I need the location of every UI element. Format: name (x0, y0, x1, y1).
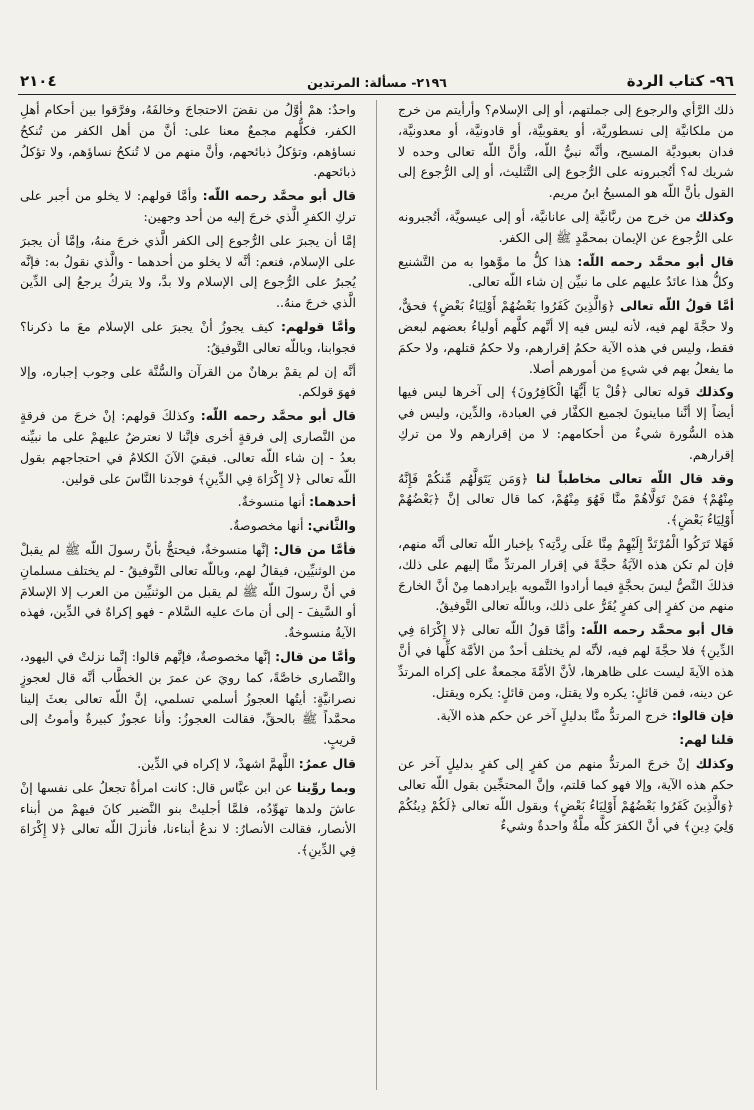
paragraph: وقد قال اللّه تعالى مخاطباً لنا ﴿وَمَن يَتَوَلَّهُم مِّنكُمْ فَإِنَّهُ مِنْهُمْ﴾ فمَنْ تَوَلَّاهُمْ منَّا فَهُوَ مِنْهُمْ، كما قال تعالى إنَّ ﴿بَعْضُهُمْ أَوْلِيَاءُ بَعْضٍ﴾. (398, 470, 734, 528)
header-chapter: ٩٦- كتاب الردة (626, 72, 734, 90)
paragraph-lead: وبما روِّينا (296, 779, 356, 795)
page-header (20, 66, 734, 90)
paragraph-lead: قال أبو محمَّد رحمه اللّه: (580, 622, 734, 638)
left-text-column (20, 100, 356, 1090)
right-text-column (398, 100, 734, 1090)
paragraph: قال أبو محمَّد رحمه اللّه: وكذلكَ قولهم: إنْ خرجَ من فرقةٍ من النَّصارى إلى فرقةٍ أخرى فإنَّنا لا نعترضُ عليهمْ على ما نبيِّنه بعدُ - إن شاء اللّه تعالى. فبقيَ الآنَ الكلامُ في احتجاجهم بقول اللّه تعالى ﴿لا إِكْرَاهَ فِي الدِّينِ﴾ فوجدنا النَّاسَ على قولين. (20, 408, 356, 486)
paragraph-lead: قال أبو محمَّد رحمه اللّه: (577, 253, 734, 269)
paragraph: وأمَّا قولهم: كيف يجوزُ أنْ يجبرَ على الإسلام معَ ما ذكرنا؟ فجوابنا، وباللّه تعالى التَّوفيقُ: (20, 318, 356, 355)
paragraph-lead: أحدهما: (309, 494, 356, 510)
paragraph-lead: فإن قالوا: (671, 708, 734, 724)
header-rule (18, 94, 736, 95)
paragraph: قال أبو محمَّد رحمه اللّه: هذا كلُّ ما موَّهوا به من التَّشنيع وكلُّ هذا عائدٌ عليهم على ما نبيِّن إن شاء اللّه تعالى. (398, 253, 734, 290)
paragraph-lead: قلنا لهم: (679, 732, 734, 748)
paragraph: أمَّا قولُ اللّه تعالى ﴿وَالَّذِينَ كَفَرُوا بَعْضُهُمْ أَوْلِيَاءُ بَعْضٍ﴾ فحقٌّ، ولا حجَّةَ لهم فيه، لأنه ليس فيه إلا أنَّهم كلَّهم أولياءُ بعضهم لبعض فقط، وليس في هذه الآية حكمُ إقرارهم، ولا حكمُ قتلهم، ولا حكمَ ما يفعلُ بهم في شيءٍ من أمورهم أصلا. (398, 298, 734, 376)
paragraph: ذلك الرَّأي والرجوع إلى جملتهم، أو إلى الإسلام؟ وأرأيتم من خرج من ملكانيَّة إلى نسطوريَّة، أو يعقوبيَّة، أو قادونيَّة، أو معدونيَّة، فدان بعبوديَّة المسيح، وأنَّه نبيُّ اللّه، وأنَّ اللّه تعالى وحده لا شريك له؟ أتُجبرونه على الرُّجوع إلى التَّثليث، أو إلى الرُّجوع إلى القول بأنَّ اللّه هو المسيحُ ابنُ مريم. (398, 102, 734, 201)
paragraph-lead: والثَّاني: (307, 518, 356, 534)
header-section: ٢١٩٦- مسألة: المرتدين (307, 75, 447, 90)
paragraph: قال أبو محمَّد رحمه اللّه: وأمَّا قولُ اللّه تعالى ﴿لا إِكْرَاهَ فِي الدِّينِ﴾ فلا حجَّةَ لهم فيه، لأنَّه لم يختلف أحدٌ من الأمَّة كلِّها في أنَّ هذه الآيةَ ليست على ظاهرها، لأنَّ الأمَّةَ مجمعةٌ على إكراه المرتدِّ عن دينه، فمن قائلٍ: يكره ولا يقتل، ومن قائلٍ: يكره ويقتل. (398, 622, 734, 700)
paragraph: واحدٌ: همْ أوَّلُ من نقضَ الاحتجاجَ وخالفَهُ، وفرَّقوا بين أحكام أهلِ الكفر، فكلُّهم مجمعٌ معنا على: أنَّ من أهل الكفر من تُنكحُ نساؤهم، وتؤكلُ ذبائحهم، وأنَّ منهم من لا تُنكحُ نساؤهم، ولا تؤكلُ ذبائحهم. (20, 102, 356, 180)
paragraph: وأمَّا من قال: إنَّها مخصوصةٌ، فإنَّهم قالوا: إنَّما نزلتْ في اليهود، والنَّصارى خاصَّةً، كما رويَ عن عمرَ بن الخطَّاب أنَّه قال لعجوزٍ نصرانيَّةٍ: أيتُها العجوزُ أسلمي تسلمي، إنَّ اللّه تعالى بعثَ إلينا محمَّداً ﷺ بالحقِّ، فقالت العجوزُ: وأنا عجوزٌ كبيرةٌ وأموتُ إلى قريبٍ. (20, 648, 356, 748)
paragraph: قال عمرُ: اللَّهمَّ اشهدْ، لا إكراه في الدِّين. (137, 755, 356, 771)
paragraph: فأمَّا من قال: إنَّها منسوخةٌ، فيحتجُّ بأنَّ رسولَ اللّه ﷺ لم يقبلْ من الوثنيِّين، فيقالُ لهم، وباللّه تعالى التَّوفيقُ - لم يختلف مسلمانِ في أنَّ رسولَ اللّه ﷺ لم يقبل من الوثنيِّين من العرب إلا الإسلامَ أو السَّيفَ - إلى أن ماتَ عليه السَّلام - فهو إكراهٌ في الدِّين، فهذه الآيةُ منسوخةٌ. (20, 541, 356, 641)
paragraph (398, 730, 734, 751)
paragraph: والثَّاني: أنها مخصوصةٌ. (229, 518, 356, 534)
paragraph: وكذلك قوله تعالى ﴿قُلْ يَا أَيُّهَا الْكَافِرُونَ﴾ إلى آخرها ليس فيها أيضاً إلا أنَّنا مباينونَ لجميع الكفَّار في العبادة، والدِّين، وليس في هذه السُّورة شيءٌ من أحكامهم: لا من إقرارهم ولا من تركِ إقرارهم. (398, 384, 734, 462)
paragraph-lead: أمَّا قولُ اللّه تعالى (620, 298, 734, 314)
paragraph: فَهَلا تَرَكُوا الْمُرْتَدَّ إِلَيْهِمْ مِنَّا عَلَى رِدَّتِه؟ بإخبار اللّه تعالى أنَّه منهم، فإن لم تكن هذه الآيَةُ حجَّةً في إقرار المرتدِّ منَّا إليهم على ذلك، فذلكَ النَّصُّ ليسَ بحجَّةٍ فيما أرادوا التَّمويه بإيرادهما مِنْ أنَّ الخارجَ منهم من كفرٍ إلى كفرٍ يُقَرُّ على ذلك، وباللّه تعالى التَّوفيقُ. (398, 535, 734, 614)
paragraph-lead: قال أبو محمَّد رحمه اللّه: (202, 188, 356, 204)
paragraph-lead: وأمَّا من قال: (275, 648, 356, 664)
paragraph: وكذلك إنْ خرجَ المرتدُّ منهم من كفرٍ إلى كفرٍ بدليلٍ آخر عن حكم هذه الآية، وإلا فهو كما قلتم، وإنَّ المحتجِّين بقول اللّه تعالى ﴿وَالَّذِينَ كَفَرُوا بَعْضُهُمْ أَوْلِيَاءُ بَعْضٍ﴾ وبقول اللّه تعالى ﴿لَكُمْ دِينُكُمْ وَلِيَ دِينِ﴾ في أنَّ الكفرَ كلَّه ملَّةٌ واحدةٌ وشيءٌ (398, 755, 734, 834)
paragraph-lead: قال عمرُ: (298, 755, 356, 771)
paragraph: وبما روِّينا عن ابن عبَّاس قال: كانت امرأةٌ تجعلُ على نفسها إنْ عاشَ ولدها تهوِّدُه، فلمَّا أجليتْ بنو النَّضير كانَ فيهمْ من أبناء الأنصار، فقالت الأنصارُ: لا ندعُ أبناءنا، فأنزلَ اللّه تعالى ﴿لا إِكْرَاهَ فِي الدِّينِ﴾. (20, 779, 356, 858)
paragraph-lead: وأمَّا قولهم: (280, 318, 356, 334)
paragraph: وكذلك من خرج من ربَّانيَّة إلى عانانيَّة، أو إلى عيسويَّة، أتُجبرونه على الرُّجوع عن الإيمان بمحمَّدٍ ﷺ إلى الكفر. (398, 208, 734, 245)
paragraph-lead: وكذلك (695, 208, 734, 224)
paragraph-lead: وقد قال اللّه تعالى مخاطباً لنا (536, 470, 734, 486)
paragraph-lead: وكذلك (695, 755, 734, 771)
paragraph: أحدهما: أنها منسوخةٌ. (237, 494, 356, 510)
paragraph: أنَّه إن لم يقمْ برهانٌ من القرآن والسُّنَّة على وجوب إجباره، وإلا فهوَ قولكم. (20, 363, 356, 400)
paragraph: فإن قالوا: خرج المرتدُّ منَّا بدليلٍ آخر عن حكم هذه الآية. (436, 708, 734, 724)
column-divider (376, 100, 377, 1090)
paragraph-lead: وكذلك (695, 384, 734, 400)
paragraph: قال أبو محمَّد رحمه اللّه: وأمَّا قولهم: لا يخلو من أجبر على تركِ الكفرِ الَّذي خرجَ إليه من أحد وجهين: (20, 188, 356, 224)
paragraph-lead: فأمَّا من قال: (273, 541, 356, 557)
page-number: ٢١٠٤ (20, 72, 57, 90)
paragraph-lead: قال أبو محمَّد رحمه اللّه: (200, 408, 356, 424)
paragraph: إمَّا أن يجبرَ على الرُّجوع إلى الكفر الَّذي خرجَ منهُ، وإمَّا أن يجبرَ على الإسلام، فنعم: أنَّه لا يخلو من أحدهما - والَّذي نقولُ به: فإنَّه يُجبرُ على الرُّجوع إلى الإسلام ولا بدَّ، ولا يتركُ يرجعُ إلى الدِّين الَّذي خرجَ منهُ.. (20, 232, 356, 311)
